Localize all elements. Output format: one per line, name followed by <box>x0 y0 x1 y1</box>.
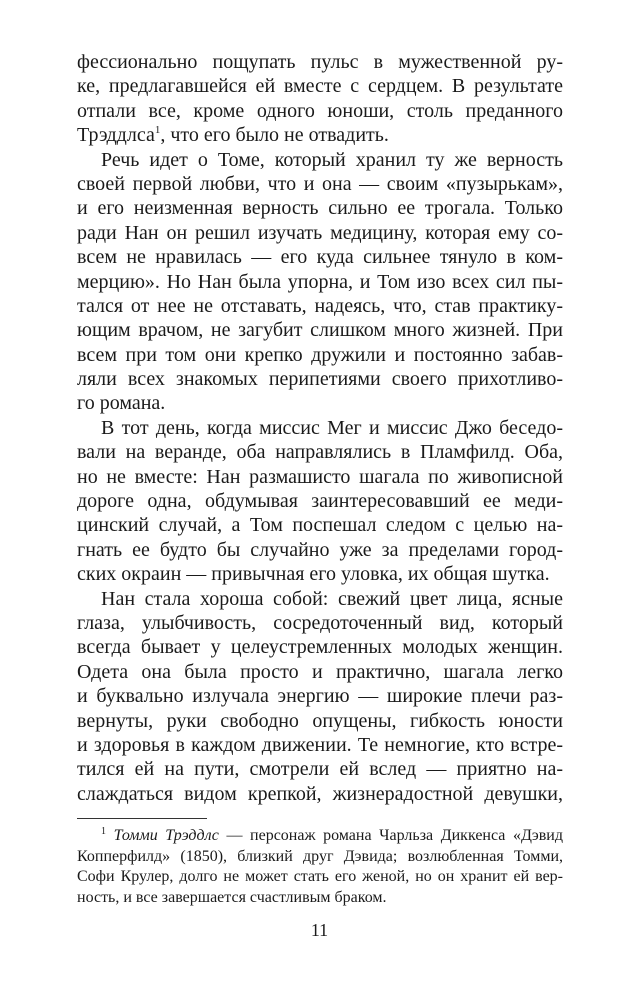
text-line <box>77 123 563 147</box>
text-line: глаза, улыбчивость, сосредоточенный вид, который <box>77 611 563 634</box>
text-line: ке, предлагавшейся ей вместе с сердцем. В результате <box>77 75 563 98</box>
text-line: дороге одна, обдумывая заинтересовавший ее меди- <box>77 490 563 513</box>
text-line: ских окраин — привычная его уловка, их общая шутка. <box>77 563 550 586</box>
text-line: отпали все, кроме одного юноши, столь преданного <box>77 99 563 122</box>
text-line: тался от нее не отставать, надеясь, что, став практику- <box>77 294 563 317</box>
page-number: 11 <box>310 920 329 940</box>
text-line: вали на веранде, оба направлялись в Пламфилд. Оба, <box>77 441 563 464</box>
footnote-number: 1 <box>101 826 106 837</box>
text-line: и здоровья в каждом движении. Те немногие, кто встре- <box>77 733 563 756</box>
text-line: всем при том они крепко дружили и постоянно забав- <box>77 343 563 366</box>
text-line: и буквально излучала энергию — широкие плечи раз- <box>77 685 563 708</box>
text-line: слаждаться видом крепкой, жизнерадостной девушки, <box>77 782 563 805</box>
text-line: ющим врачом, не загубит слишком много жизней. При <box>77 319 563 342</box>
footnote-line: Копперфилд» (1850), близкий друг Дэвида; возлюбленная Томми, <box>77 847 563 865</box>
text-line: Нан стала хороша собой: свежий цвет лица, ясные <box>101 587 563 610</box>
text-line: всем не нравилась — его куда сильнее тянуло в ком- <box>77 246 563 269</box>
text-fragment: Трэддлса <box>77 124 155 147</box>
text-line: но не вместе: Нан размашисто шагала по живописной <box>77 465 563 488</box>
text-line: цинский случай, а Том поспешал следом с целью на- <box>77 514 563 537</box>
text-line: мерцию». Но Нан была упорна, и Том изо всех сил пы- <box>77 270 563 293</box>
text-line: тился ей на пути, смотрели ей вслед — приятно на- <box>77 758 563 781</box>
footnote-marker[interactable]: 1 <box>154 124 161 137</box>
footnote-divider <box>77 818 207 819</box>
text-line: своей первой любви, что и она — своим «пузырькам», <box>77 172 563 195</box>
text-line: фессионально пощупать пульс в мужественной ру- <box>77 51 563 73</box>
text-line: ляли всех знакомых перипетиями своего прихотливо- <box>77 368 563 391</box>
text-line: вернуты, руки свободно опущены, гибкость юности <box>77 709 563 732</box>
main-text <box>77 50 563 806</box>
footnote-line: ность, и все завершается счастливым браком. <box>77 888 387 906</box>
text-line: го романа. <box>77 392 166 415</box>
text-line: Одета она была просто и практично, шагала легко <box>77 660 563 683</box>
footnote-line: Софи Крулер, долго не может стать его женой, но он хранит ей вер- <box>77 868 563 885</box>
text-line: гнать ее будто бы случайно уже за пределами город- <box>77 538 563 561</box>
text-line: В тот день, когда миссис Мег и миссис Джо беседо- <box>101 416 563 439</box>
text-line: ради Нан он решил изучать медицину, которая ему со- <box>77 221 563 244</box>
footnote-text: — персонаж романа Чарльза Диккенса «Дэвид <box>218 827 564 844</box>
text-fragment: , что его было не отвадить. <box>160 124 389 147</box>
text-line: Речь идет о Томе, который хранил ту же верность <box>101 148 563 171</box>
footnote-line <box>77 826 563 847</box>
text-line: всегда бывает у целеустремленных молодых женщин. <box>77 636 563 659</box>
footnote-term: Томми Трэддлс <box>113 827 219 844</box>
footnote <box>77 826 563 908</box>
text-line: и его неизменная верность сильно ее трогала. Только <box>77 197 563 220</box>
